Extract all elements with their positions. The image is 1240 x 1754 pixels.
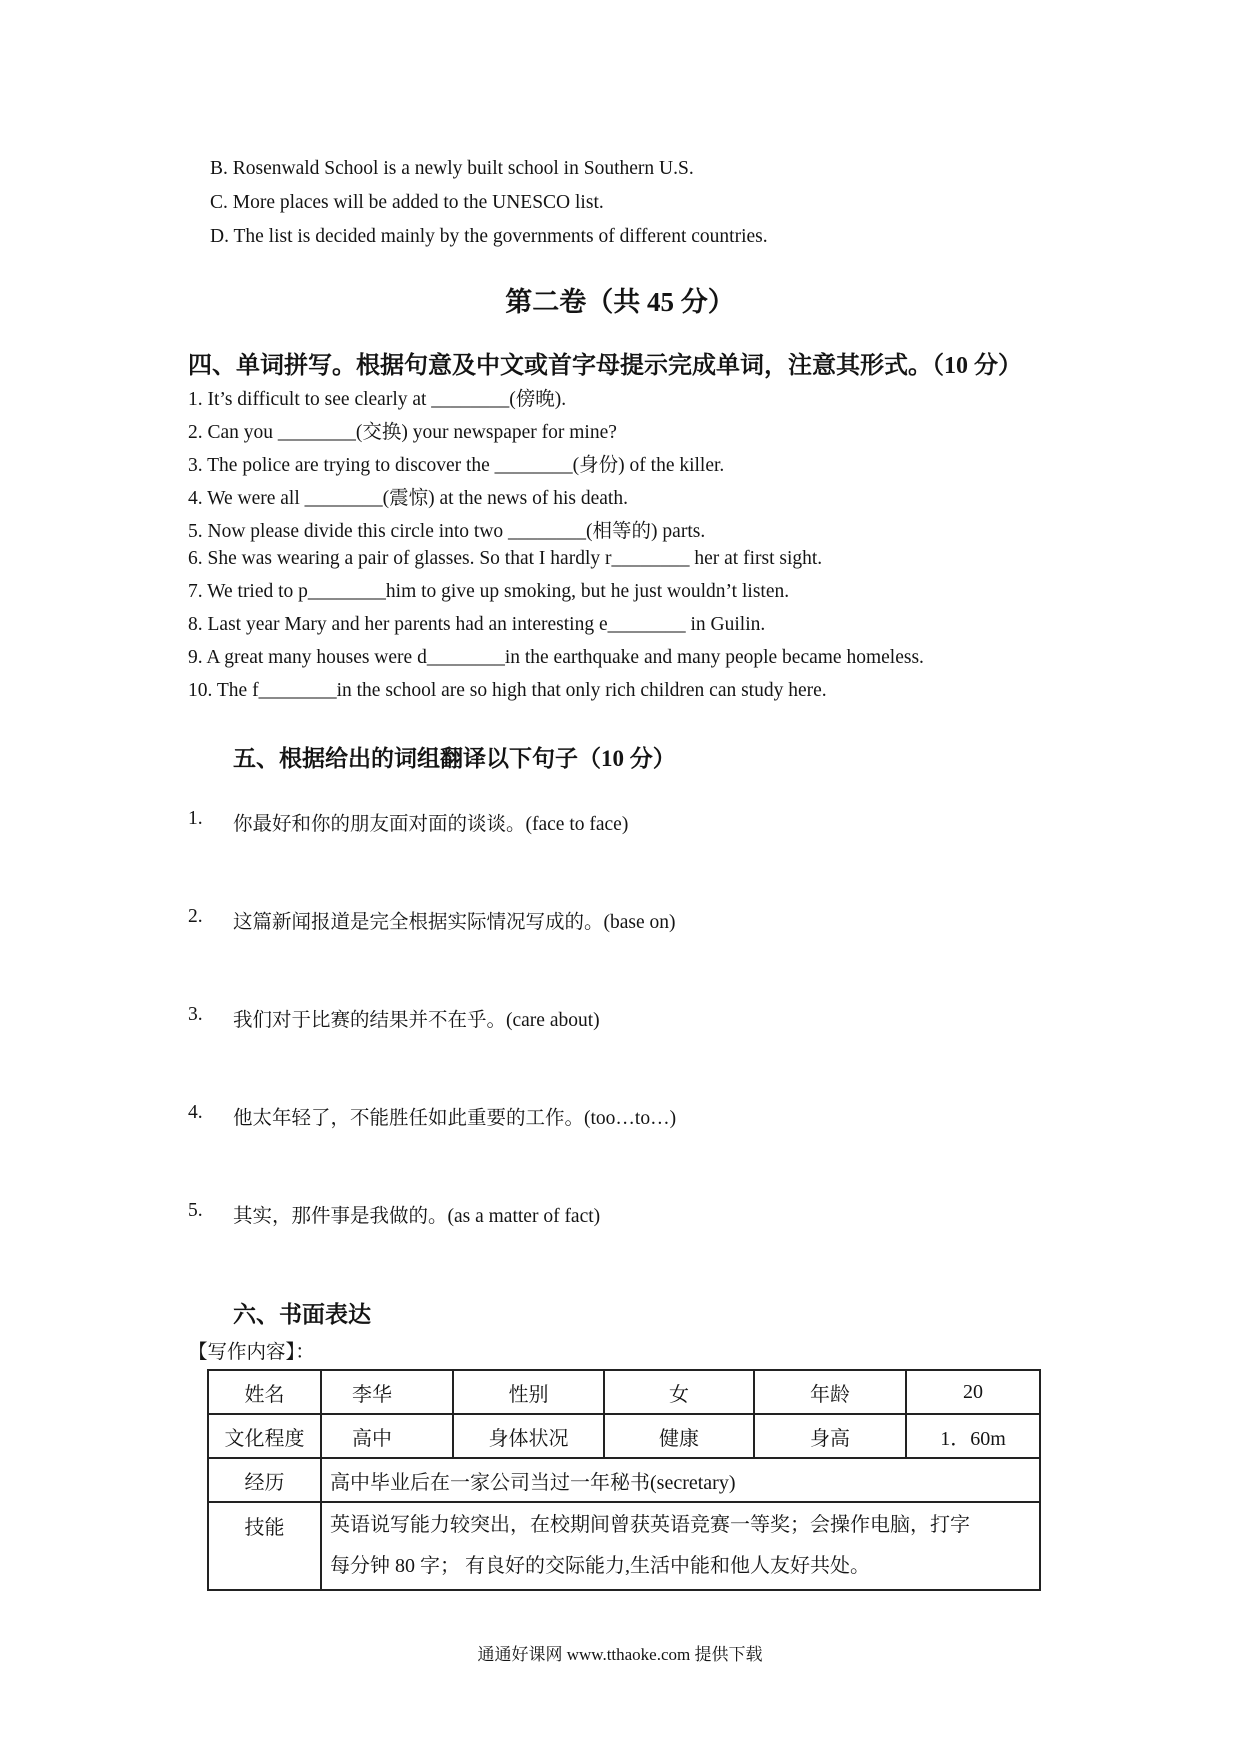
table-cell: 姓名 [208, 1370, 321, 1414]
section6-title: 六、书面表达 [233, 1302, 371, 1327]
translation-item-1: 你最好和你的朋友面对面的谈谈。(face to face) [233, 814, 629, 835]
spelling-item-4: 4. We were all ________(震惊) at the news of his death. [188, 488, 628, 509]
translation-num-1: 1. [188, 808, 203, 829]
info-table [207, 1369, 1041, 1591]
table-row [208, 1414, 1040, 1458]
spelling-item-5: 5. Now please divide this circle into two ________(相等的) parts. [188, 521, 706, 542]
table-cell: 身体状况 [453, 1414, 604, 1458]
spelling-item-10: 10. The f________in the school are so high that only rich children can study here. [188, 680, 827, 701]
table-row [208, 1502, 1040, 1590]
skills-line-2: 每分钟 80 字； 有良好的交际能力,生活中能和他人友好共处。 [330, 1555, 870, 1577]
footer: 通通好课网 www.tthaoke.com 提供下载 [477, 1645, 763, 1664]
experience-label: 经历 [208, 1458, 321, 1502]
table-cell: 女 [604, 1370, 754, 1414]
table-row [208, 1458, 1040, 1502]
table-row [208, 1370, 1040, 1414]
translation-item-4: 他太年轻了，不能胜任如此重要的工作。(too…to…) [233, 1108, 677, 1129]
translation-item-3: 我们对于比赛的结果并不在乎。(care about) [233, 1010, 600, 1031]
writing-label: 【写作内容】： [188, 1342, 315, 1363]
translation-item-2: 这篇新闻报道是完全根据实际情况写成的。(base on) [233, 912, 676, 933]
option-c: C. More places will be added to the UNESCO list. [210, 192, 604, 213]
volume-title: 第二卷（共 45 分） [505, 287, 735, 317]
spelling-item-6: 6. She was wearing a pair of glasses. So that I hardly r________ her at first sight. [188, 548, 823, 569]
translation-num-4: 4. [188, 1102, 203, 1123]
spelling-item-1: 1. It’s difficult to see clearly at ________(傍晚). [188, 389, 567, 410]
experience-value: 高中毕业后在一家公司当过一年秘书(secretary) [321, 1458, 1040, 1502]
skills-line-1: 英语说写能力较突出，在校期间曾获英语竞赛一等奖；会操作电脑，打字 [330, 1514, 970, 1536]
translation-num-5: 5. [188, 1200, 203, 1221]
table-cell: 年龄 [754, 1370, 906, 1414]
table-cell: 身高 [754, 1414, 906, 1458]
translation-item-5: 其实，那件事是我做的。(as a matter of fact) [233, 1206, 601, 1227]
section4-title: 四、单词拼写。根据句意及中文或首字母提示完成单词，注意其形式。（10 分） [188, 353, 1022, 379]
option-d: D. The list is decided mainly by the governments of different countries. [210, 226, 768, 247]
spelling-item-7: 7. We tried to p________him to give up smoking, but he just wouldn’t listen. [188, 581, 790, 602]
spelling-item-3: 3. The police are trying to discover the ________(身份) of the killer. [188, 455, 725, 476]
spelling-item-9: 9. A great many houses were d________in the earthquake and many people became homeless. [188, 647, 924, 668]
spelling-item-2: 2. Can you ________(交换) your newspaper for mine? [188, 422, 617, 443]
table-cell: 健康 [604, 1414, 754, 1458]
section5-title: 五、根据给出的词组翻译以下句子（10 分） [233, 746, 676, 771]
table-cell: 性别 [453, 1370, 604, 1414]
translation-num-2: 2. [188, 906, 203, 927]
table-cell: 20 [906, 1370, 1040, 1414]
table-cell: 文化程度 [208, 1414, 321, 1458]
table-cell: 李华 [321, 1370, 453, 1414]
table-cell: 高中 [321, 1414, 453, 1458]
translation-num-3: 3. [188, 1004, 203, 1025]
skills-label: 技能 [208, 1502, 321, 1590]
skills-value [321, 1502, 1040, 1590]
option-b: B. Rosenwald School is a newly built school in Southern U.S. [210, 158, 694, 179]
spelling-item-8: 8. Last year Mary and her parents had an interesting e________ in Guilin. [188, 614, 766, 635]
table-cell: 1．60m [906, 1414, 1040, 1458]
